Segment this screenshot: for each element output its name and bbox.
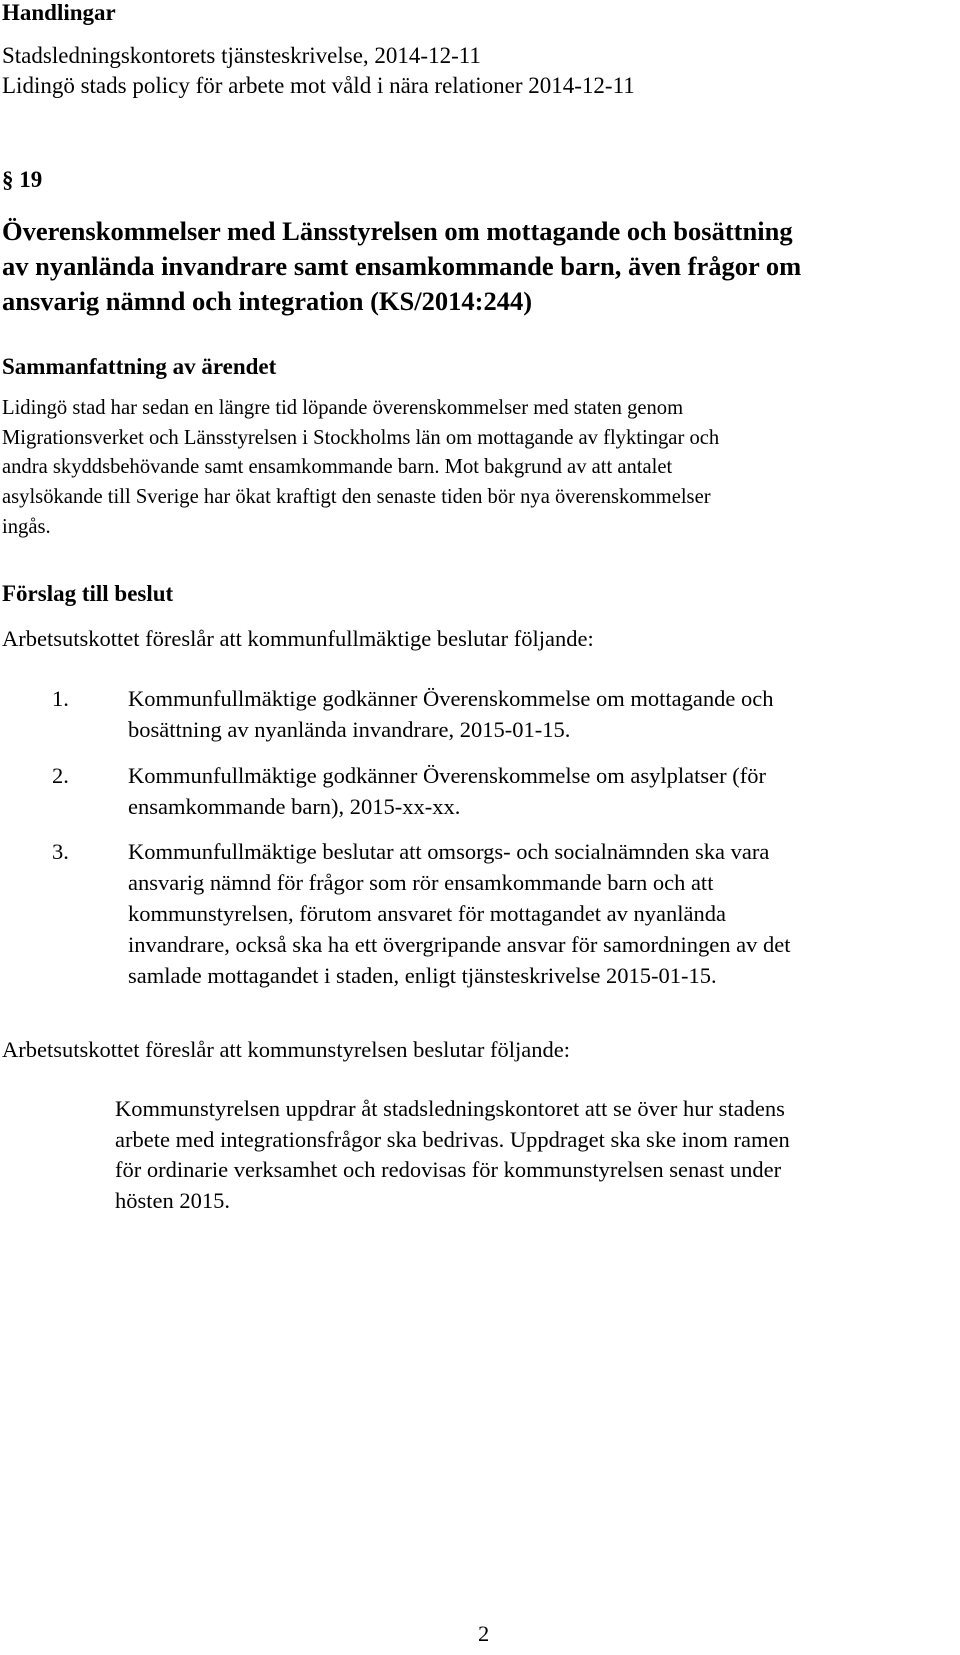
board-decision-line: hösten 2015.	[115, 1187, 230, 1213]
board-decision-line: arbete med integrationsfrågor ska bedrivas. Uppdraget ska ske inom ramen	[115, 1126, 790, 1152]
summary-line: andra skyddsbehövande samt ensamkommande barn. Mot bakgrund av att antalet	[2, 456, 673, 479]
summary-line: Migrationsverket och Länsstyrelsen i Stockholms län om mottagande av flyktingar och	[2, 426, 720, 449]
proposal-heading: Förslag till beslut	[2, 581, 174, 606]
list-item-number: 3.	[52, 839, 69, 864]
board-decision-text	[115, 1094, 955, 1216]
board-decision-line: Kommunstyrelsen uppdrar åt stadsledningskontoret att se över hur stadens	[115, 1096, 785, 1121]
handling-item: Lidingö stads policy för arbete mot våld i nära relationer 2014-12-11	[2, 73, 635, 98]
summary-line: ingås.	[2, 515, 51, 538]
handlingar-heading: Handlingar	[2, 0, 116, 25]
list-item-number: 2.	[52, 763, 69, 788]
list-item-line: kommunstyrelsen, förutom ansvaret för mottagandet av nyanlända	[128, 901, 726, 926]
proposal-intro-board: Arbetsutskottet föreslår att kommunstyrelsen beslutar följande:	[2, 1037, 570, 1062]
case-title	[2, 214, 957, 319]
list-item-line: invandrare, också ska ha ett övergripande ansvar för samordningen av det	[128, 932, 791, 957]
list-item-number: 1.	[52, 686, 69, 711]
paragraph-number: § 19	[2, 167, 43, 192]
list-item-line: Kommunfullmäktige godkänner Överenskommelse om mottagande och	[128, 686, 774, 711]
case-title-line: ansvarig nämnd och integration (KS/2014:244)	[2, 286, 533, 316]
summary-line: Lidingö stad har sedan en längre tid löpande överenskommelser med staten genom	[2, 397, 684, 419]
list-item-line: samlade mottagandet i staden, enligt tjänsteskrivelse 2015-01-15.	[128, 963, 717, 988]
list-item-text	[128, 760, 958, 822]
board-decision-line: för ordinarie verksamhet och redovisas för kommunstyrelsen senast under	[115, 1157, 782, 1182]
handling-item: Stadsledningskontorets tjänsteskrivelse, 2014-12-11	[2, 43, 481, 68]
list-item-text	[128, 683, 958, 745]
summary-text	[2, 394, 957, 543]
list-item-line: ensamkommande barn), 2015-xx-xx.	[128, 794, 461, 819]
list-item-line: Kommunfullmäktige beslutar att omsorgs- och socialnämnden ska vara	[128, 839, 770, 864]
case-title-line: av nyanlända invandrare samt ensamkommande barn, även frågor om	[2, 251, 802, 281]
page-number: 2	[478, 1621, 490, 1646]
case-title-line: Överenskommelser med Länsstyrelsen om mottagande och bosättning	[2, 216, 793, 246]
proposal-intro-council: Arbetsutskottet föreslår att kommunfullmäktige beslutar följande:	[2, 626, 594, 651]
list-item-text	[128, 836, 958, 991]
list-item-line: bosättning av nyanlända invandrare, 2015-01-15.	[128, 717, 571, 742]
list-item-line: ansvarig nämnd för frågor som rör ensamkommande barn och att	[128, 870, 714, 895]
list-item-line: Kommunfullmäktige godkänner Överenskommelse om asylplatser (för	[128, 763, 766, 788]
summary-heading: Sammanfattning av ärendet	[2, 354, 277, 379]
summary-line: asylsökande till Sverige har ökat kraftigt den senaste tiden bör nya överenskommelser	[2, 486, 711, 509]
